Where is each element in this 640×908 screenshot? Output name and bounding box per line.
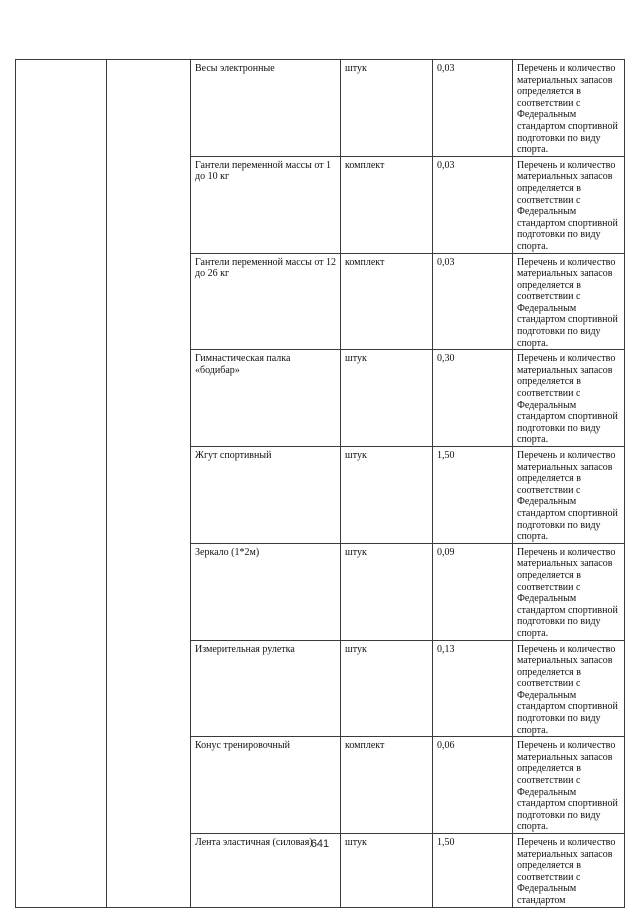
quantity-cell: 0,30 (433, 350, 513, 447)
equipment-table-body (16, 60, 625, 908)
quantity-cell: 1,50 (433, 834, 513, 908)
unit-cell: штук (341, 834, 433, 908)
unit-cell: комплект (341, 253, 433, 350)
quantity-cell: 1,50 (433, 447, 513, 544)
unit-cell: штук (341, 543, 433, 640)
note-cell: Перечень и количество материальных запасов определяется в соответствии с Федеральным стандартом спортивной подготовки по виду спорта. (513, 737, 625, 834)
note-cell: Перечень и количество материальных запасов определяется в соответствии с Федеральным стандартом спортивной подготовки по виду спорта. (513, 640, 625, 737)
unit-cell: комплект (341, 156, 433, 253)
quantity-cell: 0,13 (433, 640, 513, 737)
item-name-cell: Зеркало (1*2м) (191, 543, 341, 640)
note-cell: Перечень и количество материальных запасов определяется в соответствии с Федеральным стандартом спортивной подготовки по виду спорта. (513, 156, 625, 253)
quantity-cell: 0,03 (433, 156, 513, 253)
quantity-cell: 0,03 (433, 253, 513, 350)
unit-cell: штук (341, 350, 433, 447)
unit-cell: штук (341, 60, 433, 157)
page-number: 641 (310, 838, 330, 850)
quantity-cell: 0,06 (433, 737, 513, 834)
table-row (16, 60, 625, 157)
unit-cell: комплект (341, 737, 433, 834)
item-name-cell: Гимнастическая палка «бодибар» (191, 350, 341, 447)
quantity-cell: 0,09 (433, 543, 513, 640)
item-name-cell: Лента эластичная (силовая) (191, 834, 341, 908)
note-cell: Перечень и количество материальных запасов определяется в соответствии с Федеральным стандартом спортивной подготовки по виду спорта. (513, 447, 625, 544)
unit-cell: штук (341, 447, 433, 544)
equipment-table (15, 59, 625, 908)
note-cell: Перечень и количество материальных запасов определяется в соответствии с Федеральным стандартом (513, 834, 625, 908)
note-cell: Перечень и количество материальных запасов определяется в соответствии с Федеральным стандартом спортивной подготовки по виду спорта. (513, 543, 625, 640)
note-cell: Перечень и количество материальных запасов определяется в соответствии с Федеральным стандартом спортивной подготовки по виду спорта. (513, 60, 625, 157)
merged-empty-cell-1 (16, 60, 107, 908)
note-cell: Перечень и количество материальных запасов определяется в соответствии с Федеральным стандартом спортивной подготовки по виду спорта. (513, 253, 625, 350)
item-name-cell: Весы электронные (191, 60, 341, 157)
item-name-cell: Конус тренировочный (191, 737, 341, 834)
item-name-cell: Жгут спортивный (191, 447, 341, 544)
quantity-cell: 0,03 (433, 60, 513, 157)
note-cell: Перечень и количество материальных запасов определяется в соответствии с Федеральным стандартом спортивной подготовки по виду спорта. (513, 350, 625, 447)
item-name-cell: Гантели переменной массы от 12 до 26 кг (191, 253, 341, 350)
item-name-cell: Измерительная рулетка (191, 640, 341, 737)
unit-cell: штук (341, 640, 433, 737)
item-name-cell: Гантели переменной массы от 1 до 10 кг (191, 156, 341, 253)
merged-empty-cell-2 (107, 60, 191, 908)
